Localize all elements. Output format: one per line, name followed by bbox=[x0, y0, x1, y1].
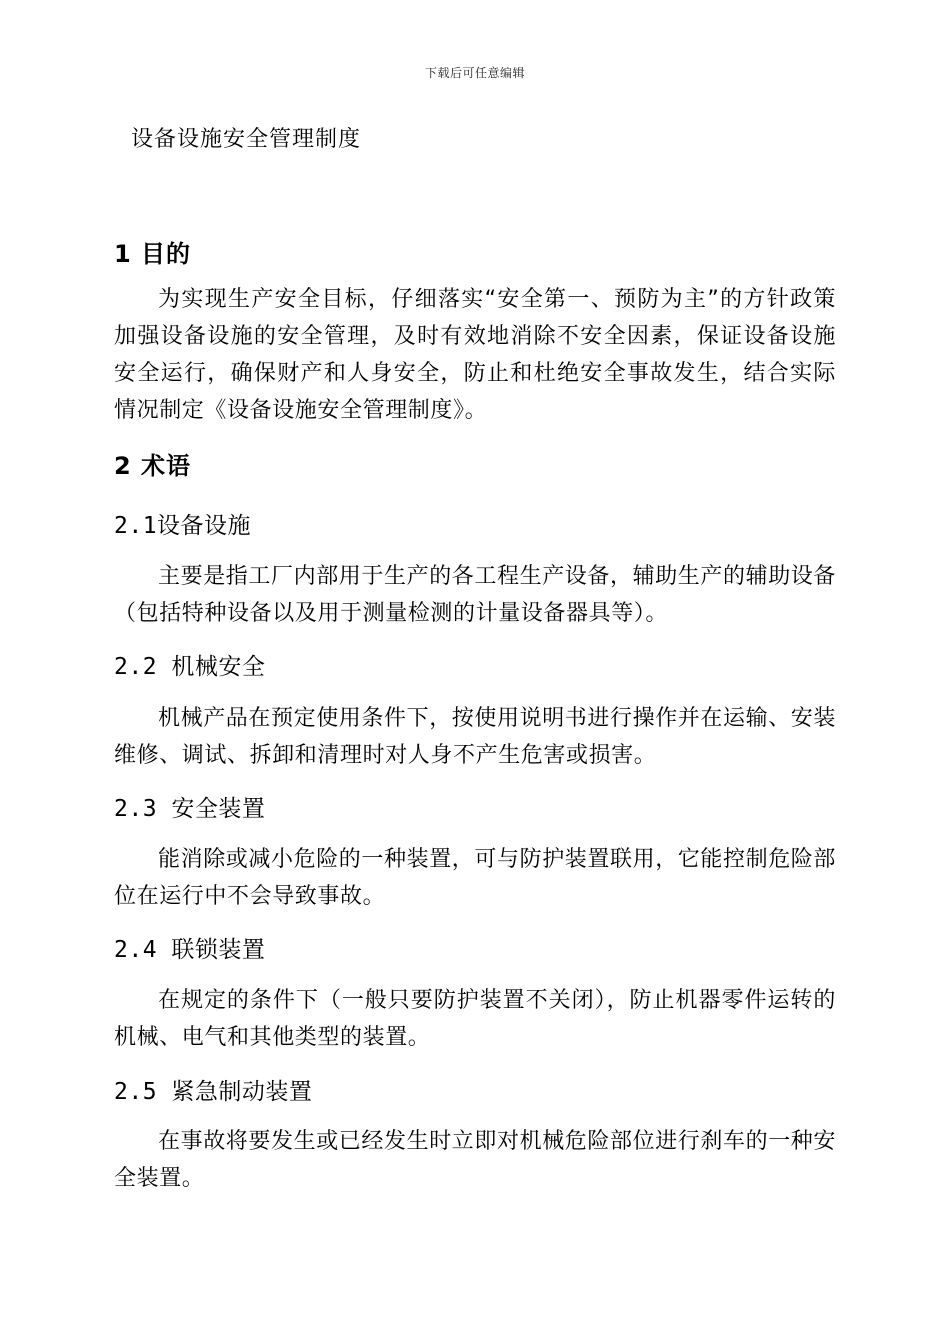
page-header: 下载后可任意编辑 bbox=[424, 66, 525, 80]
subsection-paragraph-equipment: 主要是指工厂内部用于生产的各工程生产设备，辅助生产的辅助设备（包括特种设备以及用于测量检测的计量设备器具等）。 bbox=[114, 564, 837, 626]
subsection-paragraph-emergency-brake: 在事故将要发生或已经发生时立即对机械危险部位进行刹车的一种安全装置。 bbox=[114, 1129, 837, 1191]
subsection-heading-equipment: 2.1设备设施 bbox=[114, 513, 252, 539]
section-heading-terms: 2 术语 bbox=[114, 452, 192, 480]
subsection-heading-interlock-device: 2.4 联锁装置 bbox=[114, 937, 266, 963]
subsection-paragraph-mechanical-safety: 机械产品在预定使用条件下，按使用说明书进行操作并在运输、安装维修、调试、拆卸和清理时对人身不产生危害或损害。 bbox=[114, 706, 837, 768]
subsection-heading-mechanical-safety: 2.2 机械安全 bbox=[114, 654, 266, 680]
subsection-heading-safety-device: 2.3 安全装置 bbox=[114, 796, 266, 822]
section-paragraph-purpose: 为实现生产安全目标，仔细落实“安全第一、预防为主”的方针政策加强设备设施的安全管理，及时有效地消除不安全因素，保证设备设施安全运行，确保财产和人身安全，防止和杜绝安全事故发生，结合实际情况制定《设备设施安全管理制度》。 bbox=[114, 287, 836, 423]
subsection-paragraph-interlock-device: 在规定的条件下（一般只要防护装置不关闭），防止机器零件运转的机械、电气和其他类型的装置。 bbox=[114, 988, 836, 1050]
subsection-heading-emergency-brake: 2.5 紧急制动装置 bbox=[114, 1079, 313, 1105]
document-title: 设备设施安全管理制度 bbox=[131, 127, 362, 152]
subsection-paragraph-safety-device: 能消除或减小危险的一种装置，可与防护装置联用，它能控制危险部位在运行中不会导致事故。 bbox=[114, 847, 837, 909]
section-heading-purpose: 1 目的 bbox=[114, 240, 192, 268]
